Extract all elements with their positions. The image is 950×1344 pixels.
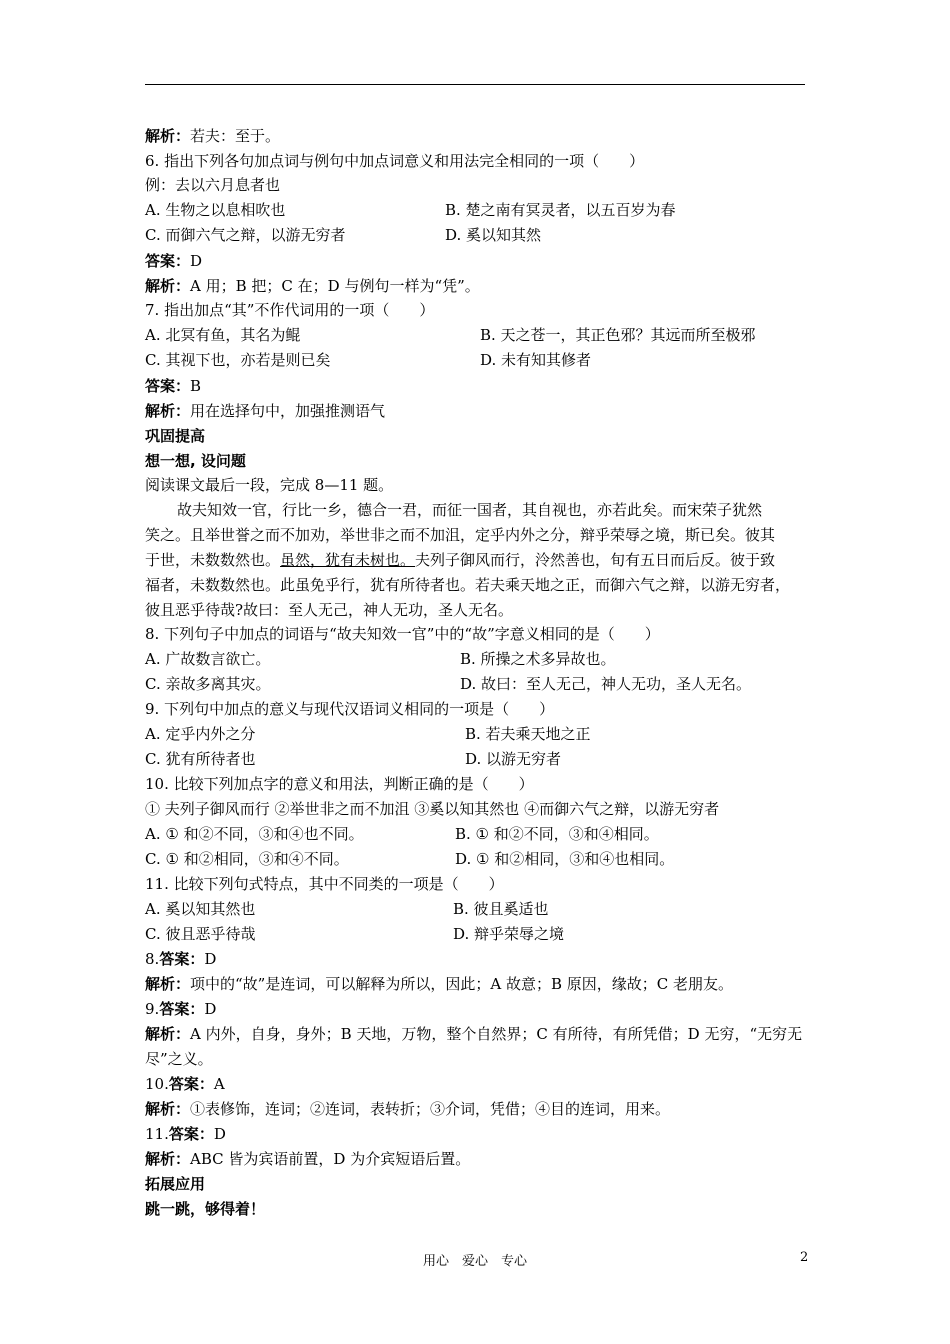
header-rule [145, 84, 805, 85]
analysis-continuation: 尽”之义。 [145, 1050, 213, 1068]
footer-motto: 用心 爱心 专心 [422, 1254, 527, 1269]
page-number: 2 [800, 1250, 809, 1265]
question-6: 6. 指出下列各句加点词与例句中加点词意义和用法完全相同的一项（ ） [145, 152, 645, 170]
option-a: A. 奚以知其然也 [145, 900, 256, 918]
option-b: B. 天之苍一，其正色邪？其远而所至极邪 [480, 326, 756, 344]
analysis-line: 解析：ABC 皆为宾语前置，D 为介宾短语后置。 [145, 1150, 471, 1168]
option-a: A. 广故数言欲亡。 [145, 650, 271, 668]
option-a: A. 北冥有鱼，其名为鲲 [145, 326, 301, 344]
option-b: B. 楚之南有冥灵者，以五百岁为春 [445, 201, 676, 219]
answer-line: 9.答案：D [145, 1000, 217, 1018]
option-d: D. 以游无穷者 [465, 750, 562, 768]
section-subheading: 跳一跳，够得着！ [145, 1200, 266, 1218]
section-subheading: 想一想, 设问题 [145, 452, 246, 470]
option-c: C. 犹有所待者也 [145, 750, 256, 768]
option-d: D. 未有知其修者 [480, 351, 592, 369]
question-11: 11. 比较下列句式特点，其中不同类的一项是（ ） [145, 875, 504, 893]
question-7: 7. 指出加点“其”不作代词用的一项（ ） [145, 301, 435, 319]
option-c: C. 亲故多离其灾。 [145, 675, 271, 693]
analysis-line: 解析：用在选择句中，加强推测语气 [145, 402, 386, 420]
option-b: B. ① 和②不同，③和④相同。 [455, 825, 659, 843]
option-c: C. ① 和②相同，③和④不同。 [145, 850, 349, 868]
option-d: D. 故曰：至人无己，神人无功，圣人无名。 [460, 675, 752, 693]
analysis-line: 解析：项中的“故”是连词，可以解释为所以，因此；A 故意；B 原因，缘故；C 老朋友。 [145, 975, 733, 993]
answer-line: 11.答案：D [145, 1125, 226, 1143]
question-10: 10. 比较下列加点字的意义和用法，判断正确的是（ ） [145, 775, 534, 793]
question-8: 8. 下列句子中加点的词语与“故夫知效一官”中的“故”字意义相同的是（ ） [145, 625, 660, 643]
instruction-line: 阅读课文最后一段，完成 8—11 题。 [145, 476, 394, 494]
option-a: A. 生物之以息相吹也 [145, 201, 286, 219]
option-a: A. ① 和②不同，③和④也不同。 [145, 825, 364, 843]
option-c: C. 彼且恶乎待哉 [145, 925, 256, 943]
section-heading: 巩固提高 [145, 427, 206, 445]
question-9: 9. 下列句中加点的意义与现代汉语词义相同的一项是（ ） [145, 700, 555, 718]
analysis-line: 解析：A 内外，自身，身外；B 天地，万物，整个自然界；C 有所待，有所凭借；D 无穷，“无穷无 [145, 1025, 803, 1043]
analysis-line: 解析：①表修饰，连词；②连词，表转折；③介词，凭借；④目的连词，用来。 [145, 1100, 671, 1118]
passage-line: 笑之。且举世誉之而不加劝，举世非之而不加沮，定乎内外之分，辩乎荣辱之境，斯已矣。彼其 [145, 526, 776, 544]
option-b: B. 若夫乘天地之正 [465, 725, 591, 743]
option-d: D. ① 和②相同，③和④也相同。 [455, 850, 675, 868]
answer-line: 答案：D [145, 252, 203, 270]
answer-line: 10.答案：A [145, 1075, 225, 1093]
passage-line: 彼且恶乎待哉?故曰：至人无己，神人无功，圣人无名。 [145, 601, 514, 619]
example-line: 例：去以六月息者也 [145, 176, 281, 194]
answer-line: 8.答案：D [145, 950, 217, 968]
answer-line: 答案：B [145, 377, 202, 395]
items-line: ① 夫列子御风而行 ②举世非之而不加沮 ③奚以知其然也 ④而御六气之辩，以游无穷者 [145, 800, 720, 818]
option-c: C. 而御六气之辩，以游无穷者 [145, 226, 346, 244]
analysis-line: 解析：A 用；B 把；C 在；D 与例句一样为“凭”。 [145, 277, 480, 295]
option-b: B. 彼且奚适也 [453, 900, 549, 918]
option-a: A. 定乎内外之分 [145, 725, 256, 743]
analysis-line: 解析：若夫：至于。 [145, 127, 281, 145]
option-d: D. 奚以知其然 [445, 226, 542, 244]
option-b: B. 所操之术多异故也。 [460, 650, 616, 668]
passage-line: 于世，未数数然也。虽然，犹有未树也。夫列子御风而行，泠然善也，旬有五日而后反。彼于致 [145, 551, 776, 569]
passage-line: 故夫知效一官，行比一乡，德合一君，而征一国者，其自视也，亦若此矣。而宋荣子犹然 [177, 501, 763, 519]
section-heading: 拓展应用 [145, 1175, 206, 1193]
option-c: C. 其视下也，亦若是则已矣 [145, 351, 331, 369]
passage-line: 福者，未数数然也。此虽免乎行，犹有所待者也。若夫乘天地之正，而御六气之辩，以游无穷者， [145, 576, 791, 594]
option-d: D. 辩乎荣辱之境 [453, 925, 565, 943]
